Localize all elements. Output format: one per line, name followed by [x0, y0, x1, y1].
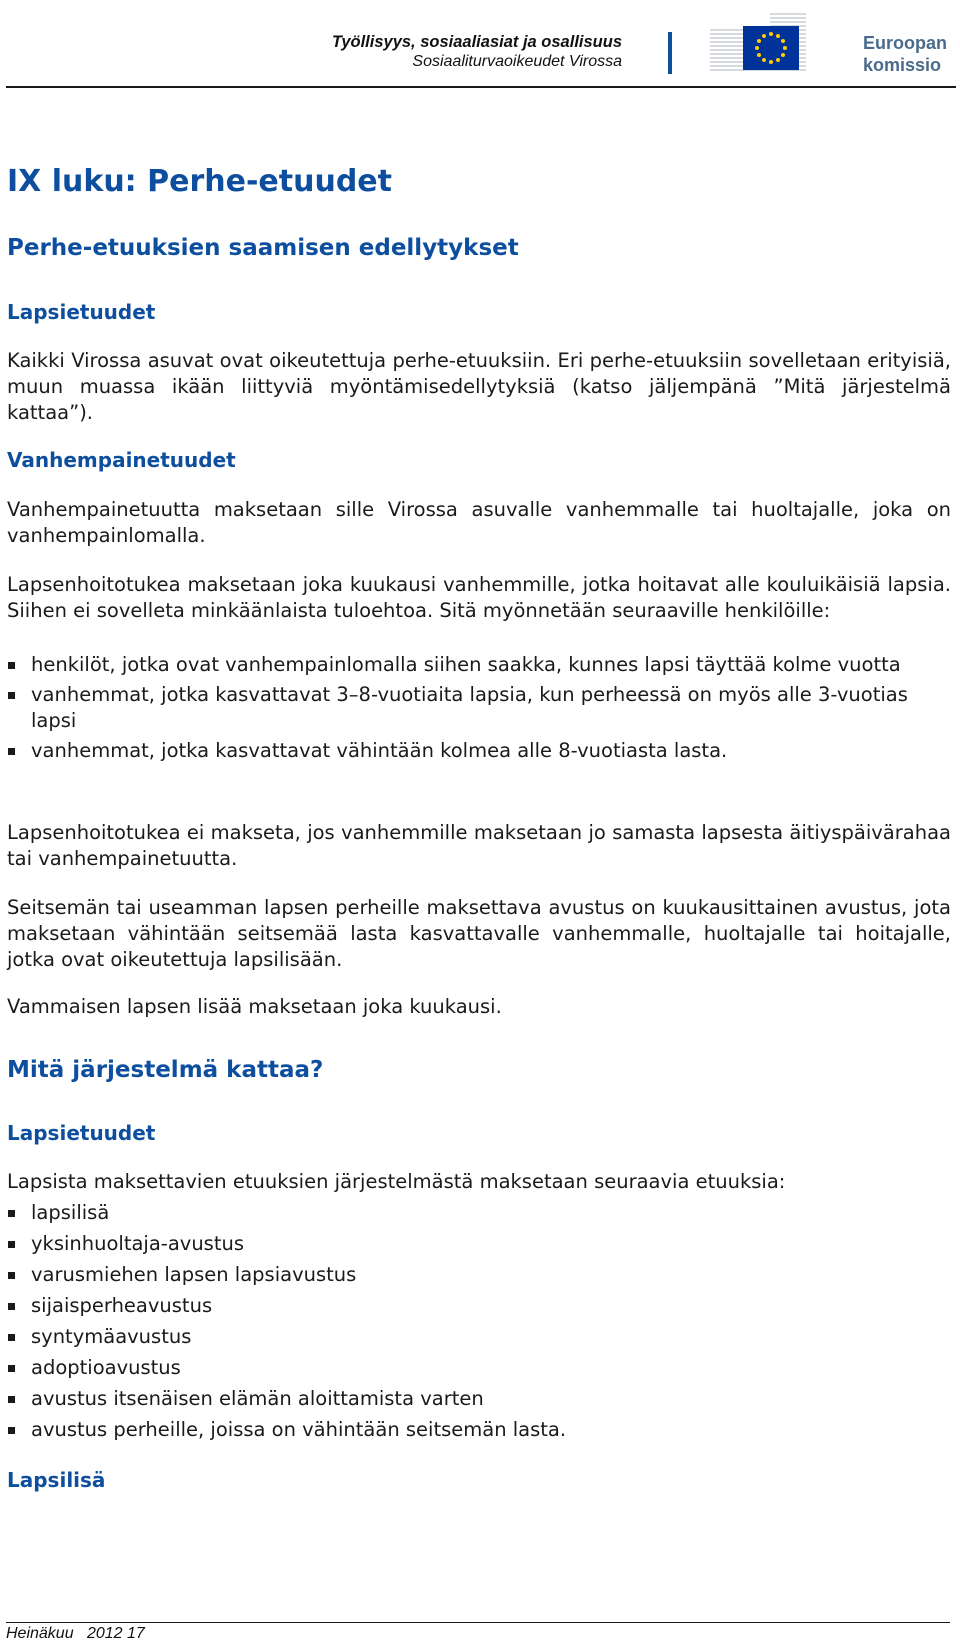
list-item: sijaisperheavustus [7, 1293, 951, 1319]
benefits-list [7, 1200, 951, 1443]
logo-line1: Euroopan [863, 33, 947, 53]
list-item: adoptioavustus [7, 1355, 951, 1381]
list-item: yksinhuoltaja-avustus [7, 1231, 951, 1257]
header-divider-bar [668, 32, 672, 74]
list-item: vanhemmat, jotka kasvattavat 3–8-vuotiaita lapsia, kun perheessä on myös alle 3-vuotias lapsi [7, 682, 951, 734]
section1-paragraph4: Seitsemän tai useamman lapsen perheille maksettava avustus on kuukausittainen avustus, jota maksetaan vähintään seitsemää lasta kasvattavalle vanhemmalle, huoltajalle tai hoitajalle, jotka ovat oikeutettuja lapsilisään. [7, 896, 951, 971]
header-text-block [332, 32, 622, 72]
section1-title: Perhe-etuuksien saamisen edellytykset [7, 235, 519, 261]
eu-flag-icon [743, 26, 799, 70]
header-title: Työllisyys, sosiaaliasiat ja osallisuus [331, 33, 622, 51]
footer-date-page: Heinäkuu 2012 17 [6, 1625, 145, 1642]
header-rule [6, 86, 956, 88]
header-subtitle: Sosiaaliturvaoikeudet Virossa [412, 53, 622, 70]
list-item: varusmiehen lapsen lapsiavustus [7, 1262, 951, 1288]
section1-sub1-paragraph: Kaikki Virossa asuvat ovat oikeutettuja perhe-etuuksiin. Eri perhe-etuuksiin sovelletaan erityisiä, muun muassa ikään liittyviä myöntämisedellytyksiä (katso jäljempänä ”Mitä järjestelmä kattaa”). [7, 349, 951, 424]
section1-sub2-paragraph1: Vanhempainetuutta maksetaan sille Virossa asuvalle vanhemmalle tai huoltajalle, joka on vanhempainlomalla. [7, 498, 951, 547]
eligibility-list [7, 652, 951, 764]
section2-title: Mitä järjestelmä kattaa? [7, 1057, 324, 1083]
list-item: avustus itsenäisen elämän aloittamista varten [7, 1386, 951, 1412]
section1-paragraph5: Vammaisen lapsen lisää maksetaan joka kuukausi. [7, 995, 502, 1018]
page-footer [6, 1622, 950, 1643]
list-item: lapsilisä [7, 1200, 951, 1226]
section1-sub2-paragraph2: Lapsenhoitotukea maksetaan joka kuukausi vanhemmille, jotka hoitavat alle kouluikäisiä lapsia. Siihen ei sovelleta minkäänlaista tuloehtoa. Sitä myönnetään seuraaville henkilöille: [7, 573, 951, 622]
section1-paragraph3: Lapsenhoitotukea ei makseta, jos vanhemmille maksetaan jo samasta lapsesta äitiyspäivärahaa tai vanhempainetuutta. [7, 821, 951, 870]
list-item: avustus perheille, joissa on vähintään seitsemän lasta. [7, 1417, 951, 1443]
page-header [0, 0, 960, 88]
section1-sub1-title: Lapsietuudet [7, 300, 156, 324]
list-item: syntymäavustus [7, 1324, 951, 1350]
chapter-title: IX luku: Perhe-etuudet [7, 164, 392, 199]
section2-last-heading: Lapsilisä [7, 1468, 106, 1492]
list-item: vanhemmat, jotka kasvattavat vähintään kolmea alle 8-vuotiasta lasta. [7, 738, 951, 764]
section2-sub-title: Lapsietuudet [7, 1121, 156, 1145]
section2-intro: Lapsista maksettavien etuuksien järjestelmästä maksetaan seuraavia etuuksia: [7, 1170, 786, 1193]
section1-sub2-title: Vanhempainetuudet [7, 448, 236, 472]
list-item: henkilöt, jotka ovat vanhempainlomalla siihen saakka, kunnes lapsi täyttää kolme vuotta [7, 652, 951, 678]
logo-line2: komissio [863, 55, 942, 75]
commission-logo-text [863, 32, 947, 76]
